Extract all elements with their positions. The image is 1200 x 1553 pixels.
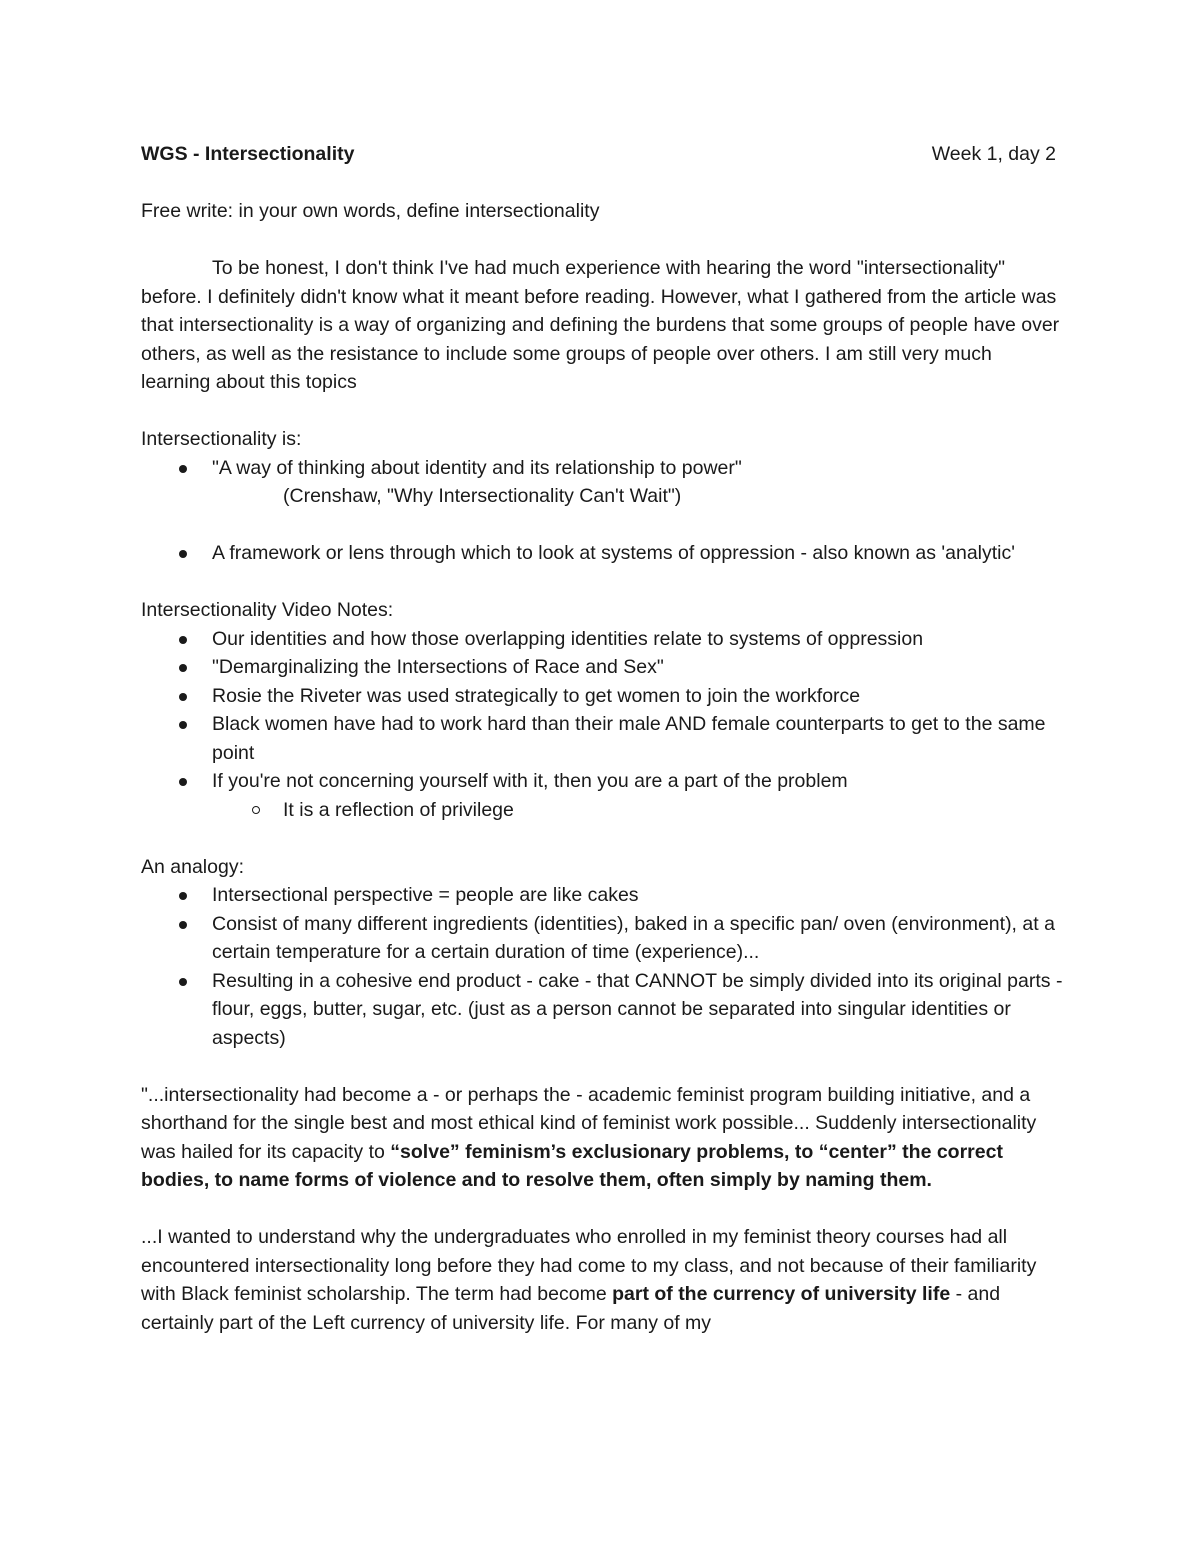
document-date: Week 1, day 2 <box>931 143 1056 165</box>
list-item: "Demarginalizing the Intersections of Race and Sex" <box>212 653 1066 682</box>
list-item: Rosie the Riveter was used strategically to get women to join the workforce <box>212 682 1066 711</box>
definition-heading: Intersectionality is: <box>141 428 302 450</box>
spacer <box>141 397 1066 426</box>
list-item: Black women have had to work hard than their male AND female counterparts to get to the same point <box>212 710 1066 767</box>
list-item <box>212 454 1066 540</box>
quote-2-emphasis: part of the currency of university life <box>612 1283 951 1305</box>
list-item-text: If you're not concerning yourself with it, then you are a part of the problem <box>212 770 848 792</box>
spacer <box>141 1195 1066 1224</box>
quote-1-emphasis: “solve” feminism’s exclusionary problems, to “center” the correct bodies, to name forms of violence and to resolve them, often simply by naming them. <box>141 1140 1003 1191</box>
list-item: Intersectional perspective = people are like cakes <box>212 881 1066 910</box>
video-notes-list <box>141 625 1066 825</box>
spacer <box>141 568 1066 597</box>
quote-paragraph-1 <box>141 1081 1066 1195</box>
list-item: A framework or lens through which to look at systems of oppression - also known as 'analytic' <box>212 539 1066 568</box>
quote-2-text-end: - and certainly part of the Left currency of university life. For many of my <box>141 1283 1001 1334</box>
analogy-heading: An analogy: <box>141 855 244 878</box>
document-header <box>141 140 1066 169</box>
freewrite-prompt: Free write: in your own words, define intersectionality <box>141 200 600 222</box>
list-item: Resulting in a cohesive end product - cake - that CANNOT be simply divided into its original parts - flour, eggs, butter, sugar, etc. (just as a person cannot be separated into singular identities or aspects) <box>212 967 1066 1053</box>
spacer <box>141 169 1066 198</box>
freewrite-response: To be honest, I don't think I've had much experience with hearing the word "intersectionality" before. I definitely didn't know what it meant before reading. However, what I gathered from the article was that intersectionality is a way of organizing and defining the burdens that some groups of people have over others, as well as the resistance to include some groups of people over others. I am still very much learning about this topics <box>141 257 1060 393</box>
spacer <box>141 824 1066 853</box>
quote-paragraph-2 <box>141 1223 1066 1337</box>
sub-list-item: It is a reflection of privilege <box>283 796 1066 825</box>
spacer <box>141 226 1066 255</box>
quote-2-text-start: ...I wanted to understand why the undergraduates who enrolled in my feminist theory courses had all encountered intersectionality long before they had come to my class, and not because of their familiarity with Black feminist scholarship. The term had become <box>141 1226 1037 1305</box>
spacer <box>212 511 1066 540</box>
list-item <box>212 767 1066 824</box>
spacer <box>141 1052 1066 1081</box>
list-item: Consist of many different ingredients (identities), baked in a specific pan/ oven (environment), at a certain temperature for a certain duration of time (experience)... <box>212 910 1066 967</box>
definition-citation: (Crenshaw, "Why Intersectionality Can't Wait") <box>283 485 682 507</box>
document-title: WGS - Intersectionality <box>141 143 355 165</box>
definition-list <box>141 454 1066 568</box>
video-notes-heading: Intersectionality Video Notes: <box>141 599 394 621</box>
list-item: Our identities and how those overlapping identities relate to systems of oppression <box>212 625 1066 654</box>
document-content <box>141 140 1066 1337</box>
sub-list <box>212 796 1066 825</box>
definition-item-text: "A way of thinking about identity and its relationship to power" <box>212 456 742 479</box>
analogy-list <box>141 881 1066 1052</box>
quote-1-text: "...intersectionality had become a - or perhaps the - academic feminist program building initiative, and a shorthand for the single best and most ethical kind of feminist work possible... Suddenly intersectionality was hailed for its capacity to <box>141 1083 1037 1163</box>
